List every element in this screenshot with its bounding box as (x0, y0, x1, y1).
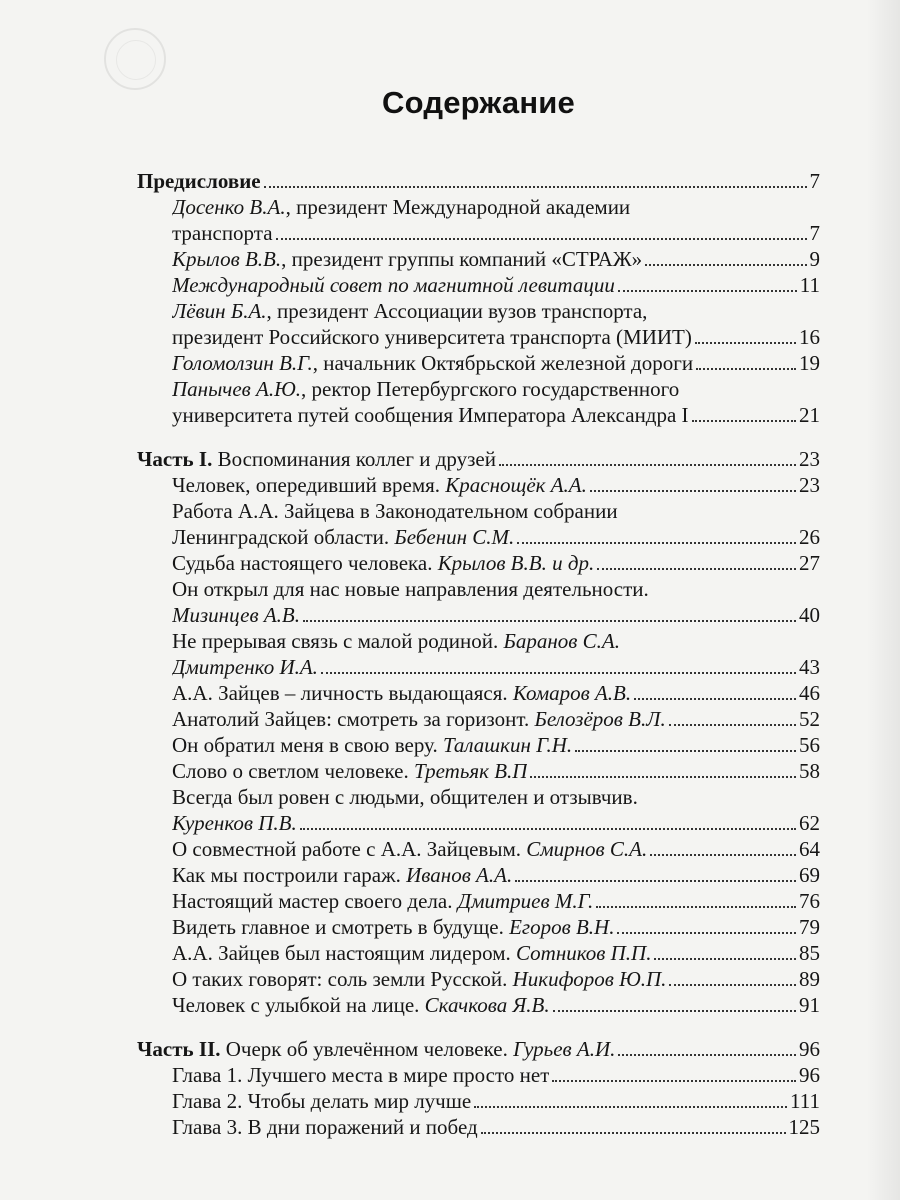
toc-dot-leader (264, 186, 807, 188)
toc-dot-leader (669, 724, 796, 726)
toc-entry-author: Мизинцев А.В. (172, 603, 300, 627)
toc-entry-author: Крылов В.В. (172, 247, 282, 271)
toc-entry-title: Очерк об увлечённом человеке. (220, 1037, 514, 1061)
toc-page-number: 7 (809, 221, 820, 245)
toc-entry-text (172, 758, 527, 784)
toc-entry-row (137, 298, 820, 324)
toc-entry-author: Баранов С.А. (503, 629, 621, 653)
toc-entry-row (137, 550, 820, 576)
toc-entry-title: Настоящий мастер своего дела. (172, 889, 458, 913)
toc-entry-text (172, 810, 297, 836)
toc-entry-row (137, 350, 820, 376)
toc-entry-title: Видеть главное и смотреть в будуще. (172, 915, 510, 939)
toc-page-number: 46 (799, 681, 820, 705)
toc-entry-author: Егоров В.Н. (509, 915, 615, 939)
toc-entry-text (172, 402, 689, 428)
toc-entry-row (137, 220, 820, 246)
toc-page-number: 23 (799, 473, 820, 497)
toc-entry-author: Иванов А.А. (406, 863, 513, 887)
toc-entry-author: Досенко В.А. (172, 195, 286, 219)
toc-page-number: 40 (799, 603, 820, 627)
toc-entry-title: президент Российского университета транспорта (МИИТ) (172, 325, 692, 349)
page-edge-shadow (866, 0, 900, 1200)
toc-entry-author: Смирнов С.А. (526, 837, 648, 861)
toc-group (137, 1036, 820, 1140)
toc-entry-text (172, 1114, 478, 1140)
toc-entry-author: Талашкин Г.Н. (442, 733, 573, 757)
toc-dot-leader (530, 776, 796, 778)
toc-entry-row (137, 246, 820, 272)
toc-entry-title: Он обратил меня в свою веру. (172, 733, 443, 757)
toc-page-number: 11 (799, 273, 820, 297)
toc-page-number: 125 (788, 1115, 820, 1139)
page-title: Содержание (382, 85, 575, 120)
toc-dot-leader (481, 1132, 786, 1134)
toc-section-row (137, 446, 820, 472)
toc-entry-text (172, 524, 514, 550)
toc-entry-row (137, 498, 820, 524)
toc-page-number: 79 (799, 915, 820, 939)
toc-entry-text (172, 602, 300, 628)
toc-entry-row (137, 810, 820, 836)
toc-entry-title: Всегда был ровен с людьми, общителен и отзывчив. (172, 785, 638, 809)
toc-group (137, 168, 820, 428)
toc-page-number: 26 (799, 525, 820, 549)
toc-entry-row (137, 836, 820, 862)
toc-entry-text (172, 680, 631, 706)
toc-entry-title: Глава 3. В дни поражений и побед (172, 1115, 478, 1139)
toc-entry-author: Крылов В.В. и др. (437, 551, 595, 575)
toc-dot-leader (552, 1080, 796, 1082)
toc-dot-leader (517, 542, 796, 544)
toc-entry-title: Не прерывая связь с малой родиной. (172, 629, 504, 653)
toc-dot-leader (618, 1054, 796, 1056)
toc-entry-title: , ректор Петербургского государственного (301, 377, 680, 401)
toc-entry-row (137, 402, 820, 428)
toc-entry-text (172, 246, 642, 272)
toc-entry-title: , президент группы компаний «СТРАЖ» (281, 247, 643, 271)
toc-entry-author: Сотников П.П. (516, 941, 652, 965)
toc-entry-row (137, 888, 820, 914)
toc-entry-row (137, 862, 820, 888)
toc-dot-leader (590, 490, 796, 492)
toc-page-number: 52 (799, 707, 820, 731)
toc-entry-author: Комаров А.В. (512, 681, 632, 705)
toc-entry-text (172, 220, 273, 246)
toc-entry-row (137, 940, 820, 966)
toc-dot-leader (617, 932, 796, 934)
toc-page-number: 111 (790, 1089, 820, 1113)
toc-entry-author: Гурьев А.И. (513, 1037, 616, 1061)
toc-dot-leader (618, 290, 797, 292)
toc-entry-text (172, 376, 679, 402)
toc-entry-text (172, 1062, 549, 1088)
toc-dot-leader (515, 880, 796, 882)
toc-entry-row (137, 1088, 820, 1114)
toc-entry-text (137, 168, 261, 194)
toc-dot-leader (596, 906, 796, 908)
toc-entry-row (137, 602, 820, 628)
toc-entry-text (172, 784, 638, 810)
toc-entry-text (172, 914, 614, 940)
toc-entry-author: Голомолзин В.Г. (172, 351, 313, 375)
toc-dot-leader (303, 620, 796, 622)
toc-page-number: 64 (799, 837, 820, 861)
toc-entry-title: университета путей сообщения Императора Александра I (172, 403, 689, 427)
toc-entry-author: Краснощёк А.А. (445, 473, 587, 497)
toc-entry-text (172, 628, 620, 654)
toc-page-number: 76 (799, 889, 820, 913)
toc-section-row (137, 1036, 820, 1062)
toc-entry-text (172, 472, 587, 498)
toc-entry-title: Анатолий Зайцев: смотреть за горизонт. (172, 707, 535, 731)
toc-entry-title: Человек с улыбкой на лице. (172, 993, 425, 1017)
toc-entry-title: Ленинградской области. (172, 525, 395, 549)
toc-entry-text (172, 966, 666, 992)
toc-entry-text (172, 654, 318, 680)
toc-dot-leader (695, 342, 796, 344)
toc-entry-row (137, 784, 820, 810)
toc-dot-leader (300, 828, 796, 830)
toc-page-number: 96 (799, 1063, 820, 1087)
toc-entry-title: , президент Международной академии (285, 195, 631, 219)
toc-entry-row (137, 628, 820, 654)
toc-section-row (137, 168, 820, 194)
toc-entry-row (137, 472, 820, 498)
toc-dot-leader (321, 672, 796, 674)
toc-entry-title: Глава 2. Чтобы делать мир лучше (172, 1089, 472, 1113)
toc-page-number: 19 (799, 351, 820, 375)
toc-entry-row (137, 524, 820, 550)
toc-entry-title: Он открыл для нас новые направления деятельности. (172, 577, 649, 601)
toc-entry-author: Никифоров Ю.П. (512, 967, 667, 991)
toc-page-number: 69 (799, 863, 820, 887)
toc-entry-author: Третьяк В.П (413, 759, 528, 783)
toc-entry-title: Глава 1. Лучшего места в мире просто нет (172, 1063, 550, 1087)
toc-entry-title: Работа А.А. Зайцева в Законодательном собрании (172, 499, 618, 523)
toc-dot-leader (692, 420, 796, 422)
toc-dot-leader (634, 698, 796, 700)
toc-dot-leader (669, 984, 796, 986)
toc-entry-row (137, 680, 820, 706)
toc-page-number: 91 (799, 993, 820, 1017)
toc-entry-text (172, 992, 550, 1018)
toc-entry-row (137, 966, 820, 992)
toc-entry-author: Дмитренко И.А. (172, 655, 318, 679)
toc-page-number: 85 (799, 941, 820, 965)
toc-entry-text (172, 732, 572, 758)
toc-entry-text (172, 350, 693, 376)
toc-entry-text (172, 324, 692, 350)
toc-section-label: Часть I. (137, 447, 213, 471)
toc-entry-author: Скачкова Я.В. (424, 993, 550, 1017)
toc-entry-text (172, 272, 615, 298)
toc-section-label: Часть II. (137, 1037, 221, 1061)
toc-group (137, 446, 820, 1018)
toc-dot-leader (474, 1106, 787, 1108)
toc-dot-leader (575, 750, 796, 752)
toc-page-number: 23 (799, 447, 820, 471)
toc-page-number: 58 (799, 759, 820, 783)
toc-entry-title: О таких говорят: соль земли Русской. (172, 967, 513, 991)
toc-page-number: 89 (799, 967, 820, 991)
toc-dot-leader (650, 854, 796, 856)
toc-entry-title: О совместной работе с А.А. Зайцевым. (172, 837, 527, 861)
toc-page-number: 27 (799, 551, 820, 575)
toc-entry-author: Бебенин С.М. (394, 525, 515, 549)
toc-entry-author: Дмитриев М.Г. (457, 889, 594, 913)
toc-page-number: 9 (809, 247, 820, 271)
toc-entry-text (172, 550, 594, 576)
toc-dot-leader (654, 958, 796, 960)
toc-entry-row (137, 732, 820, 758)
corner-ornament-icon (104, 28, 166, 90)
toc-entry-text (137, 1036, 615, 1062)
toc-entry-row (137, 758, 820, 784)
toc-entry-text (172, 298, 647, 324)
toc-entry-text (172, 888, 593, 914)
toc-entry-text (172, 576, 649, 602)
toc-dot-leader (597, 568, 796, 570)
toc-entry-row (137, 992, 820, 1018)
toc-entry-author: Панычев А.Ю. (172, 377, 302, 401)
toc-dot-leader (499, 464, 796, 466)
toc-page-number: 21 (799, 403, 820, 427)
toc-entry-row (137, 376, 820, 402)
toc-entry-title: , начальник Октябрьской железной дороги (312, 351, 694, 375)
toc-entry-row (137, 706, 820, 732)
toc-entry-row (137, 576, 820, 602)
toc-entry-author: Куренков П.В. (172, 811, 297, 835)
toc-entry-title: Как мы построили гараж. (172, 863, 407, 887)
toc-page-number: 96 (799, 1037, 820, 1061)
toc-entry-row (137, 654, 820, 680)
toc-entry-text (172, 836, 647, 862)
toc-entry-title: Судьба настоящего человека. (172, 551, 438, 575)
toc-page-number: 16 (799, 325, 820, 349)
toc-entry-row (137, 194, 820, 220)
toc-entry-row (137, 272, 820, 298)
toc-entry-text (172, 940, 651, 966)
toc-entry-title: Слово о светлом человеке. (172, 759, 414, 783)
toc-entry-title: Воспоминания коллег и друзей (212, 447, 496, 471)
toc-section-label: Предисловие (137, 169, 261, 193)
toc-entry-row (137, 324, 820, 350)
toc-entry-text (172, 194, 630, 220)
toc-entry-author: Белозёров В.Л. (534, 707, 666, 731)
toc-entry-row (137, 914, 820, 940)
toc-entry-row (137, 1062, 820, 1088)
table-of-contents (137, 168, 820, 1140)
toc-entry-row (137, 1114, 820, 1140)
toc-entry-author: Лёвин Б.А. (172, 299, 267, 323)
toc-entry-title: А.А. Зайцев был настоящим лидером. (172, 941, 517, 965)
toc-entry-title: транспорта (172, 221, 273, 245)
toc-page-number: 7 (809, 169, 820, 193)
toc-dot-leader (553, 1010, 796, 1012)
toc-entry-text (172, 862, 512, 888)
toc-entry-title: , президент Ассоциации вузов транспорта, (266, 299, 648, 323)
toc-page-number: 62 (799, 811, 820, 835)
toc-entry-text (172, 1088, 471, 1114)
toc-entry-title: Человек, опередивший время. (172, 473, 446, 497)
toc-entry-text (172, 498, 618, 524)
toc-page-number: 56 (799, 733, 820, 757)
toc-entry-author: Международный совет по магнитной левитации (172, 273, 615, 297)
toc-dot-leader (696, 368, 796, 370)
toc-entry-text (172, 706, 666, 732)
toc-entry-title: А.А. Зайцев – личность выдающаяся. (172, 681, 513, 705)
toc-dot-leader (276, 238, 807, 240)
toc-page-number: 43 (799, 655, 820, 679)
toc-dot-leader (645, 264, 806, 266)
toc-entry-text (137, 446, 496, 472)
